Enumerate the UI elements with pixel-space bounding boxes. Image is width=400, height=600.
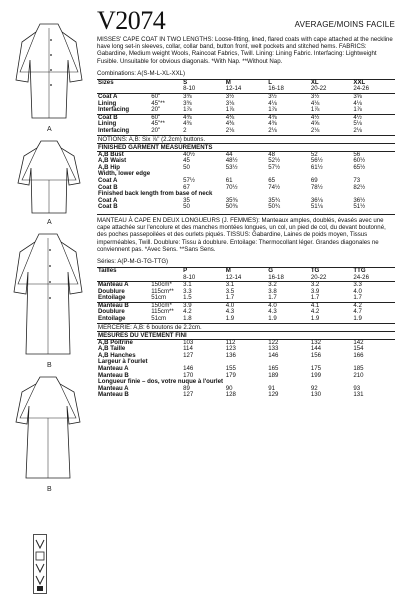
- yardage-row: [97, 302, 395, 309]
- cell-value: 4⅛: [353, 99, 362, 107]
- cell-value: 53½: [225, 163, 238, 171]
- cell-value: 65½: [353, 163, 366, 171]
- largeur-heading: [97, 359, 395, 366]
- cell-value: M: [225, 267, 268, 274]
- cell-value: P: [182, 267, 225, 274]
- cell-value: 156: [310, 351, 321, 359]
- cell-value: 4⅛: [268, 99, 277, 107]
- cell-value: 3.8: [268, 287, 277, 295]
- row-label: Lining: [98, 120, 117, 128]
- pattern-info: [97, 6, 395, 399]
- combinations: Combinations: A(S-M-L-XL-XXL): [97, 69, 186, 77]
- cell-value: [150, 152, 182, 159]
- cell-value: 61: [225, 176, 233, 184]
- cell-value: 166: [353, 351, 364, 359]
- row-label: Manteau B: [97, 302, 150, 309]
- cell-value: 78½: [310, 183, 323, 191]
- measurement-row: [97, 204, 395, 211]
- cell-value: 1.7: [225, 294, 235, 302]
- cell-value: 51cm: [151, 315, 167, 323]
- cell-value: 127: [183, 391, 194, 399]
- row-label: Manteau B: [98, 371, 129, 379]
- cell-value: 48½: [225, 157, 238, 165]
- cell-value: 89: [183, 384, 190, 392]
- cell-value: 56½: [310, 157, 323, 165]
- cell-value: 12-14: [225, 85, 242, 93]
- measurement-row: [97, 198, 395, 205]
- measurement-row: [97, 158, 395, 165]
- cell-value: 170: [183, 371, 194, 379]
- cell-value: 50: [183, 203, 190, 211]
- row-label: Interfacing: [98, 106, 130, 114]
- cell-value: 146: [183, 365, 194, 373]
- cell-value: 1.5: [183, 294, 192, 302]
- english-description: MISSES' CAPE COAT IN TWO LENGTHS: Loose-fitting, lined, flared coats with cape attached at the neckline have long set-in sleeves, collar, collar band, button front, welt pockets and stitched hems. FABRICS: Gabardine, Medium weight Wools, Raincoat Fabrics, Twill. Lining: Lining Fabric. Interfacing: Lightweight Fusible. Unsuitable for obvious diagonals. *With Nap. **Without Nap.: [97, 36, 393, 65]
- cell-value: 51⅛: [310, 203, 323, 211]
- cell-value: 2⅛: [310, 126, 320, 134]
- cell-value: 50¾: [268, 203, 281, 211]
- cell-value: 51cm: [151, 294, 167, 302]
- cell-value: 4⅜: [183, 120, 192, 128]
- cell-value: 1.9: [353, 315, 362, 323]
- mercerie: MERCERIE: A,B: 6 boutons de 2.2cm.: [97, 323, 395, 331]
- row-label: A,B Hip: [98, 163, 121, 171]
- cell-value: 35: [183, 196, 190, 204]
- cell-value: 142: [353, 338, 364, 346]
- measurement-row: [97, 386, 395, 393]
- yardage-row: [97, 282, 395, 289]
- cell-value: 4⅜: [267, 114, 310, 121]
- cell-value: 144: [310, 345, 321, 353]
- cell-value: 69: [310, 176, 318, 184]
- measurement-row: [97, 178, 395, 185]
- cell-value: TG: [310, 267, 353, 274]
- cell-value: 4⅜: [268, 120, 277, 128]
- cell-value: 51½: [353, 203, 366, 211]
- cell-value: 74½: [268, 183, 281, 191]
- cell-value: 4.3: [268, 308, 277, 316]
- cell-value: 92: [310, 384, 318, 392]
- back-length-heading: [97, 191, 395, 198]
- cell-value: 8-10: [183, 273, 196, 281]
- cell-value: 3.2: [310, 282, 353, 289]
- cell-value: 4.0: [267, 302, 310, 309]
- cell-value: 1⅞: [183, 106, 192, 114]
- difficulty-level: AVERAGE/MOINS FACILE: [294, 20, 395, 29]
- cell-value: 65: [268, 176, 276, 184]
- cell-value: 20": [151, 106, 161, 114]
- series: Séries: A(P-M-G-TG-TTG): [97, 257, 169, 265]
- row-label: A,B Waist: [98, 157, 127, 165]
- cell-value: 3.1: [225, 282, 268, 289]
- french-yardage-table: [97, 267, 395, 323]
- cell-value: [150, 79, 182, 86]
- cell-value: 3½: [310, 94, 353, 101]
- yardage-row: [97, 101, 395, 108]
- cell-value: [150, 392, 182, 399]
- cell-value: 175: [310, 365, 321, 373]
- size-number-row: [97, 86, 395, 93]
- cell-value: G: [267, 267, 310, 274]
- row-label: Coat B: [98, 183, 118, 191]
- cell-value: 5⅛: [353, 120, 362, 128]
- cell-value: 2: [183, 126, 187, 134]
- cell-value: [150, 267, 182, 274]
- cell-value: 3.3: [183, 287, 192, 295]
- row-label: A,B Hanches: [98, 351, 136, 359]
- cell-value: 114: [183, 345, 193, 353]
- cell-value: 3½: [225, 94, 268, 101]
- technical-drawings: [0, 0, 95, 600]
- cell-value: 1.8: [183, 315, 192, 323]
- cell-value: M: [225, 79, 268, 86]
- cell-value: 1.7: [353, 294, 362, 302]
- cell-value: 90: [225, 384, 233, 392]
- cell-value: 2⅛: [353, 126, 362, 134]
- cell-value: 122: [268, 338, 279, 346]
- cell-value: 4.2: [352, 302, 395, 309]
- cell-value: 1.9: [268, 315, 277, 323]
- cell-value: 4⅜: [225, 120, 235, 128]
- figure-label-b: B: [47, 362, 52, 369]
- cell-value: 133: [268, 345, 279, 353]
- row-label: Manteau A: [98, 365, 129, 373]
- cell-value: 3.1: [182, 282, 225, 289]
- cell-value: 24-26: [353, 85, 369, 93]
- cell-value: 3.5: [225, 287, 235, 295]
- cell-value: 4.0: [353, 287, 362, 295]
- cell-value: 3⅜: [183, 99, 192, 107]
- cell-value: 16-18: [268, 85, 284, 93]
- cell-value: 45: [183, 157, 190, 165]
- coat-a-front-sketch: [10, 20, 88, 125]
- coat-b-back-sketch: [10, 374, 86, 484]
- yardage-row: [97, 295, 395, 302]
- cell-value: 150cm*: [150, 282, 182, 289]
- cell-value: 52: [310, 150, 318, 158]
- measurement-row: [97, 366, 395, 373]
- subheading: Finished back length from base of neck: [98, 190, 213, 198]
- cell-value: 150cm*: [150, 302, 182, 309]
- cell-value: 199: [310, 371, 321, 379]
- row-label: Doublure: [98, 308, 125, 316]
- pattern-header: [97, 6, 395, 35]
- cell-value: 70½: [225, 183, 238, 191]
- cell-value: 36½: [353, 196, 366, 204]
- cell-value: 35¾: [268, 196, 281, 204]
- row-label: Manteau B: [98, 391, 129, 399]
- yardage-row: [97, 309, 395, 316]
- cell-value: 50⅜: [225, 203, 238, 211]
- cell-value: [150, 353, 182, 360]
- cell-value: 3½: [267, 94, 310, 101]
- cell-value: 129: [268, 391, 279, 399]
- cell-value: [150, 198, 182, 205]
- cell-value: 165: [268, 365, 279, 373]
- french-description: MANTEAU À CAPE EN DEUX LONGUEURS (J. FEMMES): Manteaux amples, doublés, évasés avec une cape attachée sur l'encolure et des manches montées longues, un col, un pied de col, du devant boutonné, des poches passepoilées et des ourlets piqués. TISSUS: Gabardine, Laines de poids moyen, Tissus imperméables, Twill. Doublure: Tissu à doublure. Entoilage: Thermocollant léger. Grandes diagonales ne conviennent pas. *Avec Sens. **Sans Sens.: [97, 214, 395, 253]
- english-finished-table: [97, 152, 395, 211]
- row-label: Coat A: [98, 176, 118, 184]
- row-label: Coat A: [97, 94, 150, 101]
- cell-value: [150, 158, 182, 165]
- cell-value: L: [267, 79, 310, 86]
- measurement-row: [97, 340, 395, 347]
- cell-value: 1⅞: [268, 106, 277, 114]
- cell-value: 4.2: [310, 308, 320, 316]
- cell-value: 1.9: [225, 315, 235, 323]
- yardage-row: [97, 289, 395, 296]
- cell-value: 24-26: [353, 273, 369, 281]
- cell-value: 155: [225, 365, 236, 373]
- cell-value: 130: [310, 391, 321, 399]
- cell-value: 1⅞: [353, 106, 362, 114]
- cell-value: 4½: [310, 114, 353, 121]
- cell-value: 123: [225, 345, 236, 353]
- cell-value: 3.3: [352, 282, 395, 289]
- cell-value: 36⅛: [310, 196, 323, 204]
- cell-value: 136: [225, 351, 236, 359]
- figure-label-b-back: B: [47, 486, 52, 493]
- cell-value: 40½: [183, 150, 195, 158]
- size-header-row: [97, 267, 395, 274]
- row-label: Coat B: [97, 114, 150, 121]
- cell-value: 1.9: [310, 315, 320, 323]
- cell-value: 56: [353, 150, 361, 158]
- cell-value: 1.7: [268, 294, 277, 302]
- measurement-row: [97, 392, 395, 399]
- cell-value: 3.9: [310, 287, 320, 295]
- cell-value: [150, 386, 182, 393]
- row-label: A,B Poitrine: [98, 338, 133, 346]
- cell-value: 16-18: [268, 273, 284, 281]
- cell-value: 20": [151, 126, 161, 134]
- cell-value: 61½: [310, 163, 323, 171]
- cell-value: 50: [183, 163, 190, 171]
- row-label: Coat B: [98, 203, 118, 211]
- cell-value: 4½: [352, 114, 395, 121]
- row-label: Interfacing: [98, 126, 130, 134]
- cell-value: [150, 366, 182, 373]
- cell-value: 210: [353, 371, 364, 379]
- cell-value: 3.9: [182, 302, 225, 309]
- cell-value: 3⅜: [182, 94, 225, 101]
- cell-value: 60": [150, 114, 182, 121]
- cell-value: [150, 165, 182, 172]
- cell-value: 20-22: [310, 85, 327, 93]
- cell-value: 8-10: [183, 85, 196, 93]
- cell-value: 4.3: [225, 308, 235, 316]
- yardage-row: [97, 316, 395, 323]
- cell-value: 4.1: [310, 302, 353, 309]
- longueur-heading: [97, 379, 395, 386]
- row-label: Entoilage: [98, 315, 126, 323]
- cell-value: 57½: [183, 176, 195, 184]
- cell-value: 82½: [353, 183, 366, 191]
- cell-value: 20-22: [310, 273, 327, 281]
- cell-value: 4.0: [225, 302, 268, 309]
- cell-value: 4⅛: [310, 99, 320, 107]
- cell-value: XL: [310, 79, 353, 86]
- cell-value: [150, 340, 182, 347]
- cell-value: 185: [353, 365, 364, 373]
- cell-value: 131: [353, 391, 364, 399]
- cell-value: 112: [225, 338, 236, 346]
- cell-value: 4⅜: [225, 114, 268, 121]
- row-label: Tailles: [97, 267, 150, 274]
- row-label: A,B Taille: [98, 345, 126, 353]
- cell-value: 4.2: [183, 308, 192, 316]
- cell-value: XXL: [352, 79, 395, 86]
- cell-value: 128: [225, 391, 236, 399]
- cell-value: [150, 346, 182, 353]
- figure-label-a: A: [47, 126, 52, 133]
- cell-value: 146: [268, 351, 279, 359]
- coat-a-back-sketch: [14, 138, 84, 218]
- cell-value: 4.7: [353, 308, 362, 316]
- size-number-row: [97, 275, 395, 282]
- subheading: Width, lower edge: [98, 170, 151, 178]
- subheading: Largeur à l'ourlet: [98, 358, 148, 366]
- width-lower-heading: [97, 171, 395, 178]
- cell-value: 3⅛: [225, 99, 235, 107]
- finished-measurements-title: FINISHED GARMENT MEASUREMENTS: [97, 143, 395, 152]
- measurement-row: [97, 152, 395, 159]
- yardage-row: [97, 94, 395, 101]
- row-label: Coat A: [98, 196, 118, 204]
- row-label: Doublure: [98, 287, 125, 295]
- size-header-row: [97, 79, 395, 86]
- notions: NOTIONS: A,B: Six ⅞" (2.2cm) buttons.: [97, 135, 395, 143]
- row-label: Manteau A: [98, 384, 129, 392]
- cell-value: 35⅜: [225, 196, 238, 204]
- french-finished-table: [97, 340, 395, 399]
- vogue-logo: [33, 534, 47, 594]
- cell-value: 3⅝: [352, 94, 395, 101]
- cell-value: 1.7: [310, 294, 320, 302]
- cell-value: 127: [183, 351, 194, 359]
- measurement-row: [97, 346, 395, 353]
- cell-value: TTG: [352, 267, 395, 274]
- yardage-row: [97, 114, 395, 121]
- cell-value: 44: [225, 150, 233, 158]
- cell-value: 179: [225, 371, 236, 379]
- cell-value: 1⅞: [225, 106, 235, 114]
- cell-value: 4⅝: [310, 120, 320, 128]
- row-label: Sizes: [97, 79, 150, 86]
- cell-value: 57½: [268, 163, 281, 171]
- row-label: Manteau A: [97, 282, 150, 289]
- cell-value: 93: [353, 384, 361, 392]
- cell-value: 2⅛: [225, 126, 235, 134]
- cell-value: 1⅞: [310, 106, 320, 114]
- yardage-row: [97, 121, 395, 128]
- cell-value: 115cm**: [151, 308, 174, 316]
- cell-value: 189: [268, 371, 279, 379]
- cell-value: [150, 204, 182, 211]
- cell-value: 45"**: [151, 120, 165, 128]
- cell-value: 4⅜: [182, 114, 225, 121]
- coat-b-front-sketch: [8, 230, 88, 360]
- cell-value: 2⅛: [268, 126, 277, 134]
- figure-label-a-back: A: [47, 219, 52, 226]
- pattern-number: V2074: [97, 6, 166, 35]
- cell-value: 45"**: [151, 99, 165, 107]
- subheading: Longueur finie – dos, votre nuque à l'ourlet: [98, 378, 224, 386]
- fini-title: MESURES DU VÊTEMENT FINI: [97, 331, 395, 340]
- cell-value: 67: [183, 183, 190, 191]
- cell-value: S: [182, 79, 225, 86]
- cell-value: 73: [353, 176, 361, 184]
- cell-value: [150, 178, 182, 185]
- cell-value: 60½: [353, 157, 366, 165]
- yardage-row: [97, 107, 395, 114]
- row-label: A,B Bust: [98, 150, 124, 158]
- english-yardage-table: [97, 79, 395, 135]
- cell-value: 60": [150, 94, 182, 101]
- cell-value: 132: [310, 338, 321, 346]
- cell-value: 52½: [268, 157, 281, 165]
- yardage-row: [97, 128, 395, 135]
- row-label: Entoilage: [98, 294, 126, 302]
- cell-value: 115cm**: [151, 287, 174, 295]
- row-label: Lining: [98, 99, 117, 107]
- cell-value: 154: [353, 345, 364, 353]
- cell-value: 103: [183, 338, 194, 346]
- cell-value: 91: [268, 384, 276, 392]
- cell-value: 48: [268, 150, 276, 158]
- cell-value: 3.2: [267, 282, 310, 289]
- cell-value: 12-14: [225, 273, 242, 281]
